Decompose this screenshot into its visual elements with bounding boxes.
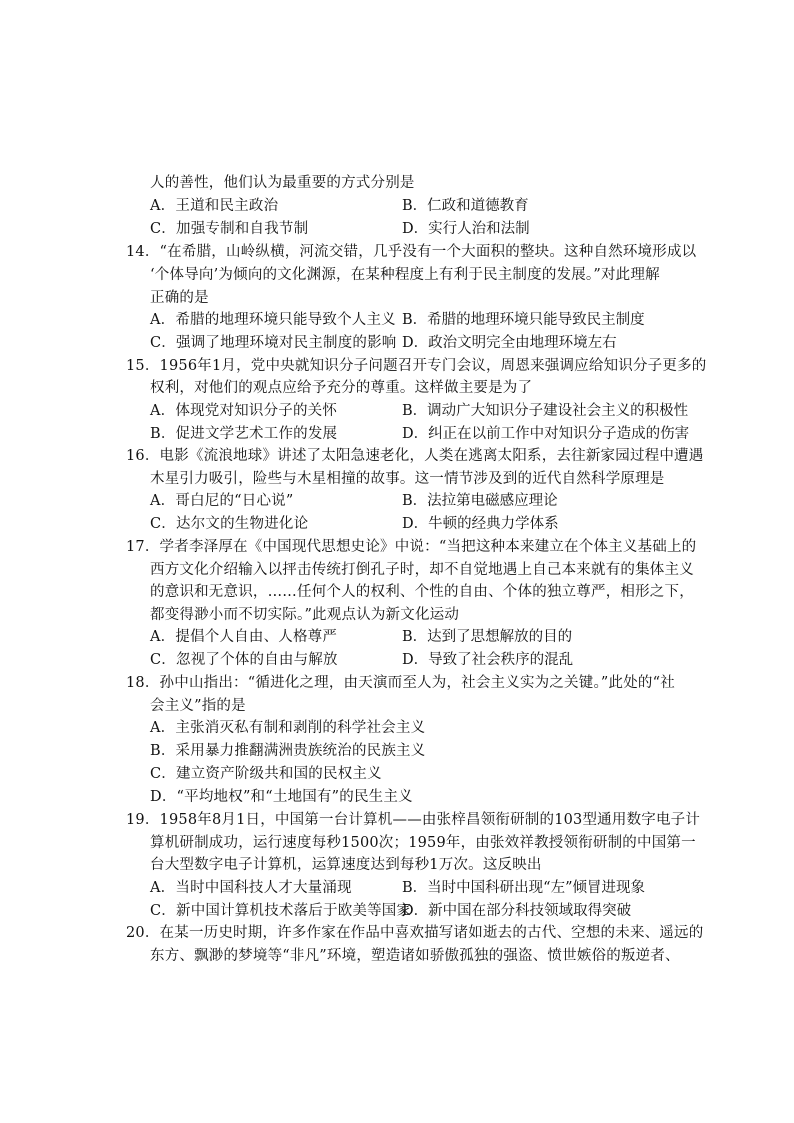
q18-stem-line-2: 会主义”指的是 (150, 698, 246, 714)
q16-option-c: C．达尔文的生物进化论 (150, 516, 309, 532)
q15-option-c: B．促进文学艺术工作的发展 (150, 426, 338, 442)
q13-option-d: D．实行人治和法制 (402, 221, 530, 237)
q18-stem-line-1: 18．孙中山指出：“循进化之理，由天演而至人为，社会主义实为之关键。”此处的“社 (126, 675, 675, 691)
q17-stem-line-1: 17．学者李泽厚在《中国现代思想史论》中说：“当把这种本来建立在个体主义基础上的 (126, 539, 697, 555)
q13-continuation: 人的善性，他们认为最重要的方式分别是 (150, 175, 415, 191)
q13-option-a: A．王道和民主政治 (150, 198, 279, 214)
q14-stem-line-1: 14．“在希腊，山岭纵横，河流交错，几乎没有一个大面积的整块。这种自然环境形成以 (126, 244, 697, 260)
q15-stem-line-1: 15．1956年1月，党中央就知识分子问题召开专门会议，周恩来强调应给知识分子更多的 (126, 358, 707, 374)
q16-option-b: B．法拉第电磁感应理论 (402, 493, 558, 509)
q17-option-d: D．导致了社会秩序的混乱 (402, 652, 574, 668)
q13-option-c: C．加强专制和自我节制 (150, 221, 309, 237)
q19-option-c: C．新中国计算机技术落后于欧美等国家 (150, 903, 412, 919)
q16-option-a: A．哥白尼的“日心说” (150, 493, 294, 509)
q19-option-a: A．当时中国科技人才大量涌现 (150, 880, 352, 896)
q15-option-b: B．调动广大知识分子建设社会主义的积极性 (402, 403, 689, 419)
q17-stem-line-3: 的意识和无意识，……任何个人的权利、个性的自由、个体的独立尊严，相形之下， (150, 584, 694, 600)
q18-option-b: B．采用暴力推翻满洲贵族统治的民族主义 (150, 743, 426, 759)
q19-stem-line-2: 算机研制成功，运行速度每秒1500次；1959年，由张效祥教授领衔研制的中国第一 (150, 835, 696, 851)
q18-option-d: D．“平均地权”和“土地国有”的民生主义 (150, 789, 413, 805)
q18-option-a: A．主张消灭私有制和剥削的科学社会主义 (150, 720, 426, 736)
q14-option-c: C．强调了地理环境对民主制度的影响 (150, 335, 397, 351)
q19-stem-line-1: 19．1958年8月1日，中国第一台计算机——由张梓昌领衔研制的103型通用数字电子计 (126, 812, 701, 828)
q13-option-b: B．仁政和道德教育 (402, 198, 529, 214)
q15-option-a: A．体现党对知识分子的关怀 (150, 403, 338, 419)
q14-stem-line-2: ‘个体导向’为倾向的文化渊源，在某种程度上有利于民主制度的发展。”对此理解 (150, 267, 660, 283)
q16-stem-line-2: 木星引力吸引，险些与木星相撞的故事。这一情节涉及到的近代自然科学原理是 (150, 471, 665, 487)
q18-option-c: C．建立资产阶级共和国的民权主义 (150, 766, 382, 782)
q19-option-b: B．当时中国科研出现“左”倾冒进现象 (402, 880, 645, 896)
q17-stem-line-2: 西方文化介绍输入以抨击传统打倒孔子时，却不自觉地遇上自己本来就有的集体主义 (150, 562, 694, 578)
q20-stem-line-2: 东方、飘渺的梦境等“非凡”环境，塑造诸如骄傲孤独的强盗、愤世嫉俗的叛逆者、 (150, 948, 680, 964)
q15-option-d: D．纠正在以前工作中对知识分子造成的伤害 (402, 426, 690, 442)
q15-stem-line-2: 权利，对他们的观点应给予充分的尊重。这样做主要是为了 (150, 380, 533, 396)
q17-option-a: A．提倡个人自由、人格尊严 (150, 629, 338, 645)
q17-stem-line-4: 都变得渺小而不切实际。”此观点认为新文化运动 (150, 607, 460, 623)
q16-option-d: D．牛顿的经典力学体系 (402, 516, 559, 532)
q14-option-a: A．希腊的地理环境只能导致个人主义 (150, 312, 396, 328)
q14-option-b: B．希腊的地理环境只能导致民主制度 (402, 312, 645, 328)
q14-stem-line-3: 正确的是 (150, 290, 209, 306)
q20-stem-line-1: 20．在某一历史时期，许多作家在作品中喜欢描写诸如逝去的古代、空想的未来、遥远的 (126, 925, 704, 941)
q17-option-b: B．达到了思想解放的目的 (402, 629, 573, 645)
q19-stem-line-3: 台大型数字电子计算机，运算速度达到每秒1万次。这反映出 (150, 857, 542, 873)
q16-stem-line-1: 16．电影《流浪地球》讲述了太阳急速老化，人类在逃离太阳系，去往新家园过程中遭遇 (126, 448, 704, 464)
q17-option-c: C．忽视了个体的自由与解放 (150, 652, 338, 668)
q14-option-d: D．政治文明完全由地理环境左右 (402, 335, 617, 351)
q19-option-d: D．新中国在部分科技领域取得突破 (402, 903, 632, 919)
